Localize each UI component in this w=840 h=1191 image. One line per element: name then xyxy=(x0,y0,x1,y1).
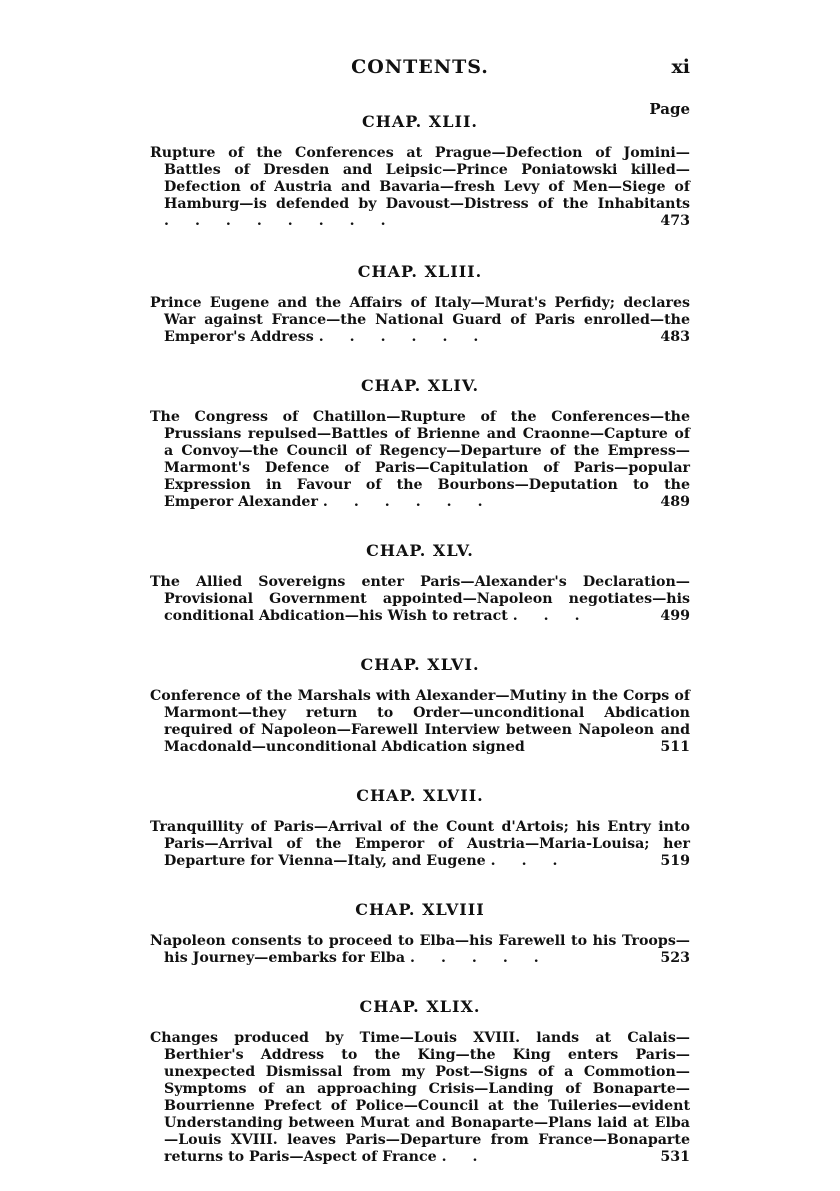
chapter-page-number: 531 xyxy=(654,1149,690,1166)
chapter-xlv xyxy=(150,541,690,625)
chapter-xlvii xyxy=(150,786,690,870)
dot-leaders: ... xyxy=(512,608,606,624)
table-of-contents xyxy=(150,108,690,1166)
chapter-entry xyxy=(150,933,690,967)
chapter-entry xyxy=(150,688,690,756)
chapter-xlii xyxy=(150,112,690,230)
dot-leaders: ...... xyxy=(318,329,505,345)
chapter-summary: The Congress of Chatillon—Rupture of the Conferences—the Prussians repulsed—Battles of Brienne and Craonne—Capture of a Convoy—the Council of Regency—Departure of the Empress—Marmont's Defence of Paris—Capitulation of Paris—popular Expression in Favour of the Bourbons—Deputation to the Emperor Alexander xyxy=(150,409,690,510)
chapter-heading: CHAP. XLVI. xyxy=(360,655,480,674)
chapter-entry xyxy=(150,819,690,870)
chapter-page-number: 511 xyxy=(654,739,690,756)
chapter-summary: Rupture of the Conferences at Prague—Defection of Jomini—Battles of Dresden and Leipsic—Prince Poniatowski killed—Defection of Austria and Bavaria—fresh Levy of Men—Siege of Hamburg—is defended by Davoust—Distress of the Inhabitants xyxy=(150,145,690,212)
chapter-heading: CHAP. XLVIII xyxy=(355,900,485,919)
chapter-heading: CHAP. XLV. xyxy=(366,541,474,560)
dot-leaders: ...... xyxy=(322,494,509,510)
chapter-heading: CHAP. XLVII. xyxy=(356,786,484,805)
page-column-label: Page xyxy=(649,100,690,118)
chapter-xlix xyxy=(150,997,690,1166)
running-title: CONTENTS. xyxy=(351,56,489,78)
chapter-page-number: 483 xyxy=(654,329,690,346)
dot-leaders: ... xyxy=(490,853,584,869)
dot-leaders: ........ xyxy=(164,213,412,229)
chapter-heading: CHAP. XLIV. xyxy=(360,376,480,395)
running-head xyxy=(150,56,690,86)
chapter-entry xyxy=(150,145,690,230)
chapter-heading: CHAP. XLII. xyxy=(362,112,478,131)
chapter-entry xyxy=(150,574,690,625)
chapter-xliii xyxy=(150,262,690,346)
chapter-xlviii xyxy=(150,900,690,967)
chapter-entry xyxy=(150,1030,690,1166)
chapter-page-number: 473 xyxy=(654,213,690,230)
chapter-summary: Conference of the Marshals with Alexander—Mutiny in the Corps of Marmont—they return to Order—unconditional Abdication required of Napoleon—Farewell Interview between Napoleon and Macdonald—unconditional Abdication signed xyxy=(150,688,690,755)
dot-leaders: .. xyxy=(441,1149,504,1165)
chapter-summary: Prince Eugene and the Affairs of Italy—Murat's Perfidy; declares War against France—the National Guard of Paris enrolled—the Emperor's Address xyxy=(150,295,690,345)
chapter-page-number: 499 xyxy=(654,608,690,625)
chapter-entry xyxy=(150,295,690,346)
dot-leaders: ..... xyxy=(410,950,565,966)
chapter-entry xyxy=(150,409,690,511)
chapter-heading: CHAP. XLIII. xyxy=(357,262,483,281)
page-number: xi xyxy=(671,56,690,78)
chapter-heading: CHAP. XLIX. xyxy=(359,997,481,1016)
chapter-summary: Tranquillity of Paris—Arrival of the Count d'Artois; his Entry into Paris—Arrival of the Emperor of Austria—Maria-Louisa; her Departure for Vienna—Italy, and Eugene xyxy=(150,819,690,869)
chapter-page-number: 519 xyxy=(654,853,690,870)
chapter-xlvi xyxy=(150,655,690,756)
chapter-summary: The Allied Sovereigns enter Paris—Alexander's Declaration—Provisional Government appointed—Napoleon negotiates—his conditional Abdication—his Wish to retract xyxy=(150,574,690,624)
chapter-page-number: 523 xyxy=(654,950,690,967)
chapter-summary: Changes produced by Time—Louis XVIII. lands at Calais—Berthier's Address to the King—the King enters Paris—unexpected Dismissal from my Post—Signs of a Commotion—Symptoms of an approaching Crisis—Landing of Bonaparte—Bourrienne Prefect of Police—Council at the Tuileries—evident Understanding between Murat and Bonaparte—Plans laid at Elba—Louis XVIII. leaves Paris—Departure from France—Bonaparte returns to Paris—Aspect of France xyxy=(150,1030,690,1165)
chapter-summary: Napoleon consents to proceed to Elba—his Farewell to his Troops—his Journey—embarks for Elba xyxy=(150,933,690,966)
chapter-page-number: 489 xyxy=(654,494,690,511)
chapter-xliv xyxy=(150,376,690,511)
